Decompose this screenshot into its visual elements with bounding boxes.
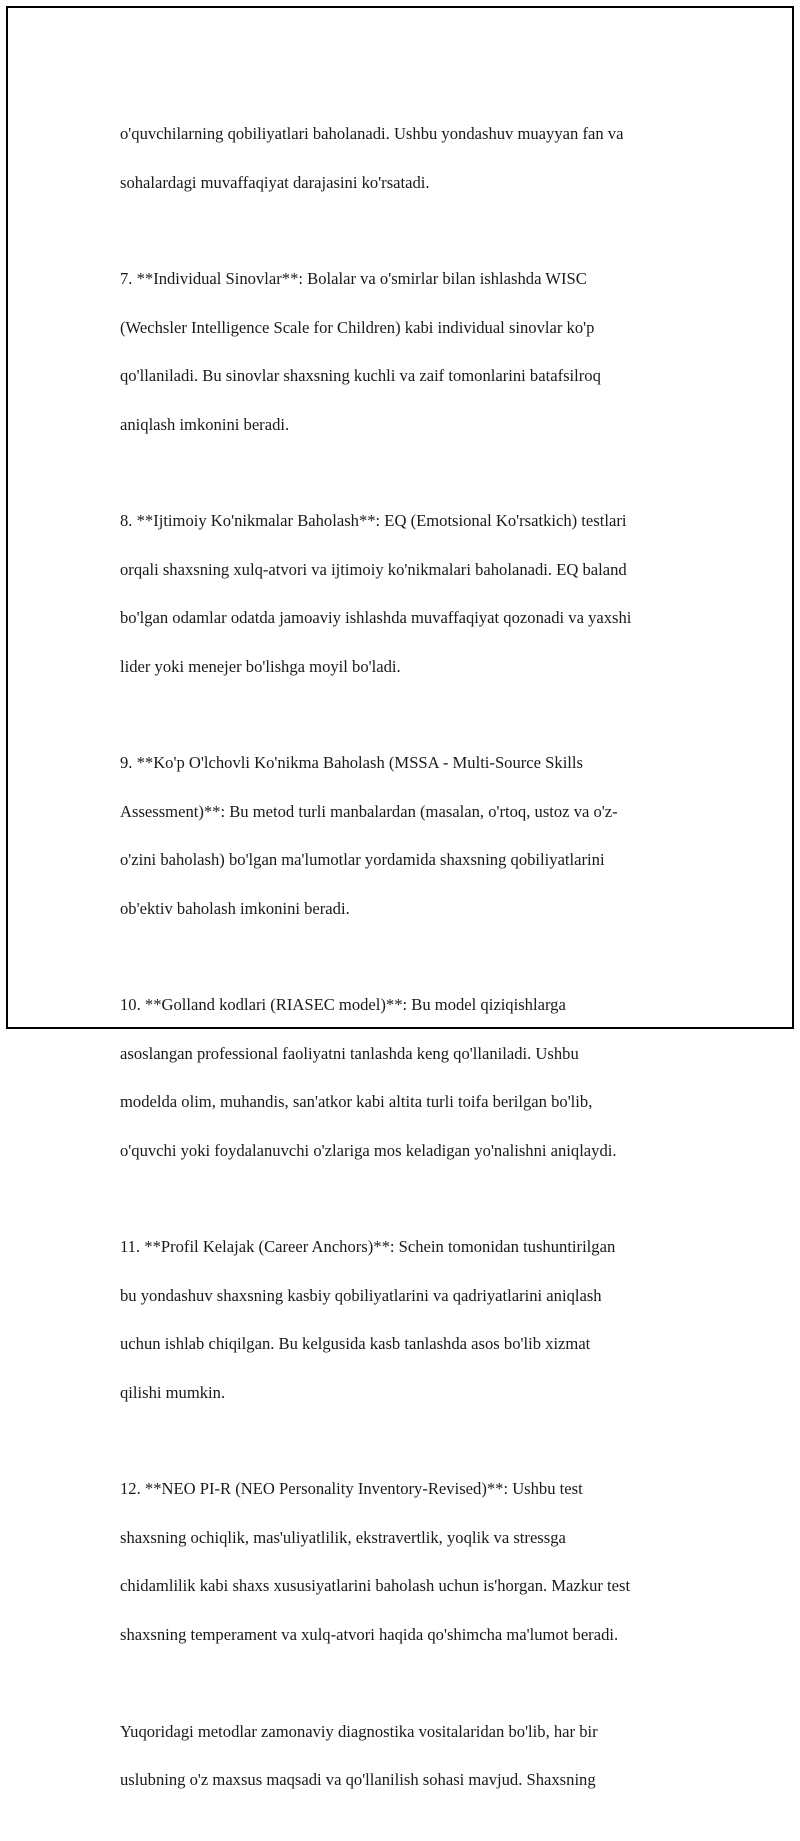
text-line: 9. **Ko'p O'lchovli Ko'nikma Baholash (MSSA - Multi-Source Skills (120, 753, 583, 773)
paragraph-conclusion (120, 1695, 700, 1816)
text-line: chidamlilik kabi shaxs xususiyatlarini baholash uchun is'horgan. Mazkur test (120, 1576, 631, 1596)
paragraph-item-10 (120, 969, 700, 1187)
text-line: bo'lgan odamlar odatda jamoaviy ishlashda muvaffaqiyat qozonadi va yaxshi (120, 608, 632, 628)
text-line: o'quvchi yoki foydalanuvchi o'zlariga mos keladigan yo'nalishni aniqlaydi. (120, 1140, 617, 1160)
paragraph-intro-continuation (120, 98, 700, 219)
text-line: uchun ishlab chiqilgan. Bu kelgusida kasb tanlashda asos bo'lib xizmat (120, 1334, 591, 1354)
text-line: o'zini baholash) bo'lgan ma'lumotlar yordamida shaxsning qobiliyatlarini (120, 850, 605, 870)
text-line: 7. **Individual Sinovlar**: Bolalar va o'smirlar bilan ishlashda WISC (120, 269, 587, 289)
paragraph-item-9 (120, 727, 700, 945)
text-line: orqali shaxsning xulq-atvori va ijtimoiy ko'nikmalari baholanadi. EQ baland (120, 559, 627, 579)
paragraph-item-8 (120, 485, 700, 703)
page-frame (6, 6, 794, 1789)
document-body (120, 98, 700, 1841)
text-line: uslubning o'z maxsus maqsadi va qo'llanilish sohasi mavjud. Shaxsning (120, 1769, 596, 1789)
text-line: bu yondashuv shaxsning kasbiy qobiliyatlarini va qadriyatlarini aniqlash (120, 1285, 602, 1305)
text-line: Yuqoridagi metodlar zamonaviy diagnostika vositalaridan bo'lib, har bir (120, 1721, 598, 1741)
text-line: Assessment)**: Bu metod turli manbalardan (masalan, o'rtoq, ustoz va o'z- (120, 801, 618, 821)
paragraph-item-12 (120, 1453, 700, 1671)
text-line: shaxsning ochiqlik, mas'uliyatlilik, ekstravertlik, yoqlik va stressga (120, 1527, 566, 1547)
text-line: 12. **NEO PI-R (NEO Personality Inventory-Revised)**: Ushbu test (120, 1479, 583, 1499)
text-line: asoslangan professional faoliyatni tanlashda keng qo'llaniladi. Ushbu (120, 1043, 579, 1063)
text-line: modelda olim, muhandis, san'atkor kabi altita turli toifa berilgan bo'lib, (120, 1092, 593, 1112)
text-line: ob'ektiv baholash imkonini beradi. (120, 898, 350, 918)
text-line: o'quvchilarning qobiliyatlari baholanadi. Ushbu yondashuv muayyan fan va (120, 124, 624, 144)
text-line: lider yoki menejer bo'lishga moyil bo'ladi. (120, 656, 401, 676)
text-line: sohalardagi muvaffaqiyat darajasini ko'rsatadi. (120, 172, 430, 192)
text-line: aniqlash imkonini beradi. (120, 414, 290, 434)
text-line: shaxsning temperament va xulq-atvori haqida qo'shimcha ma'lumot beradi. (120, 1624, 619, 1644)
text-line: (Wechsler Intelligence Scale for Children) kabi individual sinovlar ko'p (120, 317, 595, 337)
text-line: 10. **Golland kodlari (RIASEC model)**: Bu model qiziqishlarga (120, 995, 566, 1015)
paragraph-item-11 (120, 1211, 700, 1429)
text-line: 11. **Profil Kelajak (Career Anchors)**: Schein tomonidan tushuntirilgan (120, 1237, 616, 1257)
text-line: 8. **Ijtimoiy Ko'nikmalar Baholash**: EQ (Emotsional Ko'rsatkich) testlari (120, 511, 627, 531)
text-line: qilishi mumkin. (120, 1382, 226, 1402)
paragraph-item-7 (120, 243, 700, 461)
text-line: qo'llaniladi. Bu sinovlar shaxsning kuchli va zaif tomonlarini batafsilroq (120, 366, 601, 386)
